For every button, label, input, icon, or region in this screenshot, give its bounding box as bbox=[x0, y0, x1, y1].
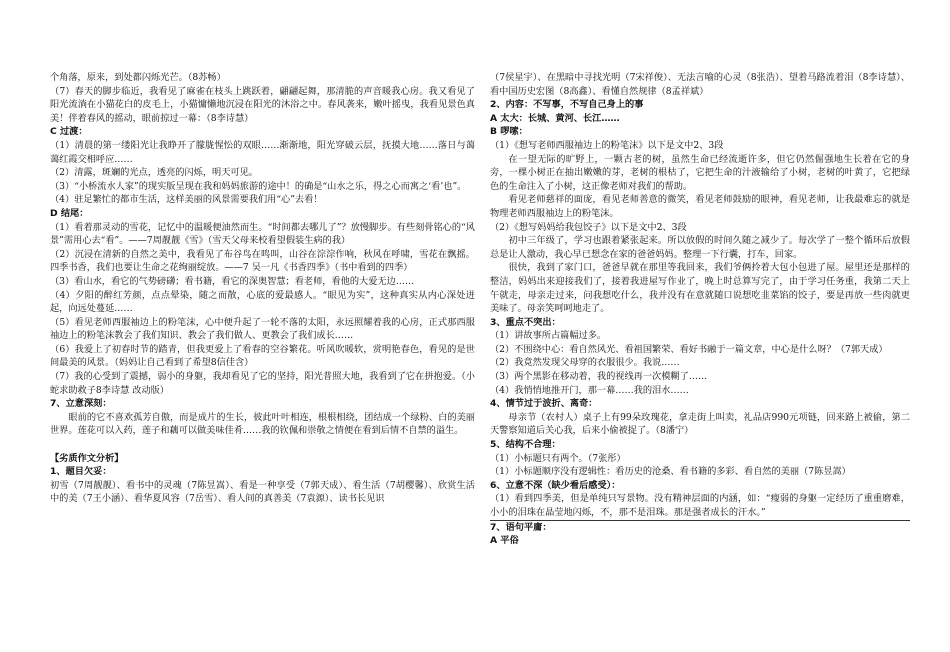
paragraph: 很快，我到了家门口，爸爸早就在那里等我回来，我们爷俩拎着大包小包进了屋。屋里还是那样的整洁，妈妈出来迎接我们了，接着我进屋写作业了，晚上时总算写完了，由于学习任务重，我第二天上午就走，母亲走过来，问我想吃什么，我并没有在意就随口说想吃韭菜馅的饺子，要是再放一些肉就更美味了。母亲笑呵呵地走了。 bbox=[490, 262, 910, 315]
paragraph: （2）不围绕中心：看自然风光、看祖国繁荣、看好书融于一篇文章，中心是什么呀？（7郭天成） bbox=[490, 343, 888, 355]
paragraph: （7）我的心受到了震撼，弱小的身躯，我却看见了它的坚持，阳光普照大地，我看到了它在拼抱爱。（小蛇求助救子8李诗慧 改动版） bbox=[50, 371, 475, 396]
paragraph: （2）《想写妈妈给我包饺子》以下是文中2、3段 bbox=[490, 221, 687, 233]
paragraph: （5）看见老师西服袖边上的粉笔沫，心中便升起了一轮不落的太阳，永远照耀着我的心房，正式那西服袖边上的粉笔沫教会了我们知识、教会了我们做人、更教会了我们成长…… bbox=[50, 316, 475, 342]
section-heading: C 过渡： bbox=[50, 126, 88, 138]
paragraph: （2）我竟然发现父母穿的衣服很少。我说…… bbox=[490, 357, 680, 369]
section-heading: 5、结构不合理： bbox=[490, 439, 561, 451]
section-heading: 7、语句平庸： bbox=[490, 521, 552, 533]
paragraph: 初雪（7周靓靓）、看书中的灵魂（7陈昱嵩）、看是一种享受（7郭天成）、看生活（7胡樱馨）、欣赏生活中的美（7王小涵）、看华夏风容（7岳雪）、看人间的真善美（7袁源）、读书长见识 bbox=[50, 479, 475, 505]
paragraph: （4）驻足繁忙的都市生活，这样美丽的风景需要我们用“心”去看！ bbox=[50, 194, 323, 206]
right-column bbox=[490, 71, 910, 548]
section-heading: D 结尾： bbox=[50, 207, 89, 219]
paragraph: （7侯星宇）、在黑暗中寻找光明（7宋祥俊）、无法言喻的心灵（8张浩）、望着马路流着泪（8李诗慧）、看中国历史宏图（8高鑫）、看懂自然规律（8孟祥斌） bbox=[490, 72, 910, 97]
paragraph: 看见老师慈祥的面庞，看见老师善意的微笑，看见老师鼓励的眼神，看见老师，让我最难忘的就是物理老师西服袖边上的粉笔沫。 bbox=[490, 194, 910, 219]
paragraph: （3）“小桥流水人家”的现实版呈现在我和妈妈旅游的途中！的确是“山水之乐，得之心而寓之‘看’也”。 bbox=[50, 180, 467, 192]
paragraph: （1）讲故事所占篇幅过多。 bbox=[490, 330, 607, 342]
section-heading: 【劣质作文分析】 bbox=[50, 452, 124, 464]
section-heading: 3、重点不突出： bbox=[490, 316, 561, 328]
paragraph: 在一望无际的旷野上，一颗古老的树，虽然生命已经流逝许多，但它仍然倔强地生长着在它的身旁，一棵小树正在抽出嫩嫩的芽，老树的根枯了，它把生命的汁液输给了小树，老树的叶黄了，它把绿色的生命注入了小树，这正像老师对我们的帮助。 bbox=[490, 153, 910, 192]
left-column bbox=[50, 71, 475, 506]
paragraph: 个角落，原来，到处都闪烁光芒。（8苏畅） bbox=[50, 72, 226, 83]
paragraph: （1）小标题只有两个。（7张彤） bbox=[490, 452, 626, 464]
paragraph: （1）《想写老师西服袖边上的粉笔沫》以下是文中2、3段 bbox=[490, 139, 724, 151]
paragraph: （2）清露，斑斓的光点，透亮的闪烁，明天可见。 bbox=[50, 167, 258, 179]
section-heading: A 太大：长城、黄河、长江…… bbox=[490, 112, 620, 124]
paragraph: 初中三年级了，学习也跟着紧张起来。所以放假的时间久随之减少了。每次学了一整个循环后放假总是让人激动，我心早已想念在家的爸爸妈妈。整理一下行囊，打车，回家。 bbox=[490, 235, 910, 260]
paragraph: （3）两个黑影在移动着，我的视线再一次模糊了…… bbox=[490, 371, 708, 383]
section-heading: 1、题目欠妥： bbox=[50, 466, 112, 478]
section-heading: 6、立意不深（缺少看后感受）： bbox=[490, 479, 621, 491]
spacer bbox=[50, 438, 475, 452]
section-heading: 4、情节过于波折、离奇： bbox=[490, 398, 598, 410]
section-heading: A 平俗 bbox=[490, 535, 519, 547]
paragraph: （1）小标题顺序没有逻辑性：看历史的沧桑、看书籍的多彩、看自然的美丽（7陈昱嵩） bbox=[490, 466, 851, 478]
paragraph: （7）春天的脚步临近，我看见了麻雀在枝头上跳跃着，翩翩起舞，那清脆的声音暖我心房。我又看见了阳光流淌在小猫花白的皮毛上，小猫慵懒地沉浸在阳光的沐浴之中。春风袭来，嫩叶摇曳，我看见景色真美！伴着春风的摇动，眼前掠过一幕：（8李诗慧） bbox=[50, 85, 475, 124]
paragraph: （1）清晨的第一缕阳光让我睁开了朦胧惺忪的双眼……渐渐地，阳光穿破云层，抚摸大地……落日与蔼蔼红霞交相呼应…… bbox=[50, 139, 475, 165]
paragraph: （4）夕阳的醉红芳颜，点点晕染，随之而散，心底的爱最感人。“眼见为实”，这种真实从内心深处迸起，向远处蔓延…… bbox=[50, 289, 475, 315]
section-heading: B 啰嗦： bbox=[490, 126, 528, 138]
paragraph: （4）我悄悄地推开门，那一幕……我的泪水…… bbox=[490, 384, 689, 396]
section-heading: 2、内容：不写事，不写自己身上的事 bbox=[490, 99, 644, 111]
paragraph: （6）我爱上了初春时节的踏青，但我更爱上了看春的空谷繁花。听风吹暖软，赏明艳春色，看见的是世间最美的风景。（妈妈让自己看到了希望8信佳含） bbox=[50, 343, 475, 369]
paragraph: （1）看着那灵动的雪花，记忆中的温暖便油然而生。“时间都去哪儿了”？放慢脚步。有些刻骨铭心的“风景”需用心去“看”。——7周靓靓《雪》（雪天父母来校看望假装生病的我） bbox=[50, 221, 475, 247]
paragraph: 母亲节（农村人）桌子上有99朵玫瑰花，拿走街上叫卖，礼品店990元项链，回来路上被偷，第二天警察知道后关心我，后来小偷被捉了。（8潘宁） bbox=[490, 411, 910, 437]
paragraph: （2）沉浸在清新的自然之美中，我看见了布谷鸟在鸣叫，山谷在淙淙作响，秋风在呼啸，雪花在飘摇。四季书香，我们也要让生命之花绚丽绽放。——7 吴一凡《书香四季》（书中看到的四季） bbox=[50, 248, 475, 274]
paragraph: （3）看山水，看它的气势磅礴；看书籍，看它的深奥智慧；看老师，看他的大爱无边…… bbox=[50, 275, 415, 287]
paragraph: 眼前的它不喜欢孤芳自傲，而是成片的生长，彼此叶叶相连，根根相绕，团结成一个绿粉、白的美丽世界。莲花可以入药，莲子和藕可以做美味佳肴……我的钦佩和崇敬之情便在看到后情不自禁的溢生。 bbox=[50, 411, 475, 437]
paragraph: （1）看到四季美，但是单纯只写景物。没有精神层面的内涵，如：“瘦弱的身躯一定经历了重重磨难，小小的泪珠在晶莹地闪烁，不，那不是泪珠。那是强者成长的汗水。” bbox=[490, 492, 910, 520]
section-heading: 7、立意深刻： bbox=[50, 398, 112, 410]
